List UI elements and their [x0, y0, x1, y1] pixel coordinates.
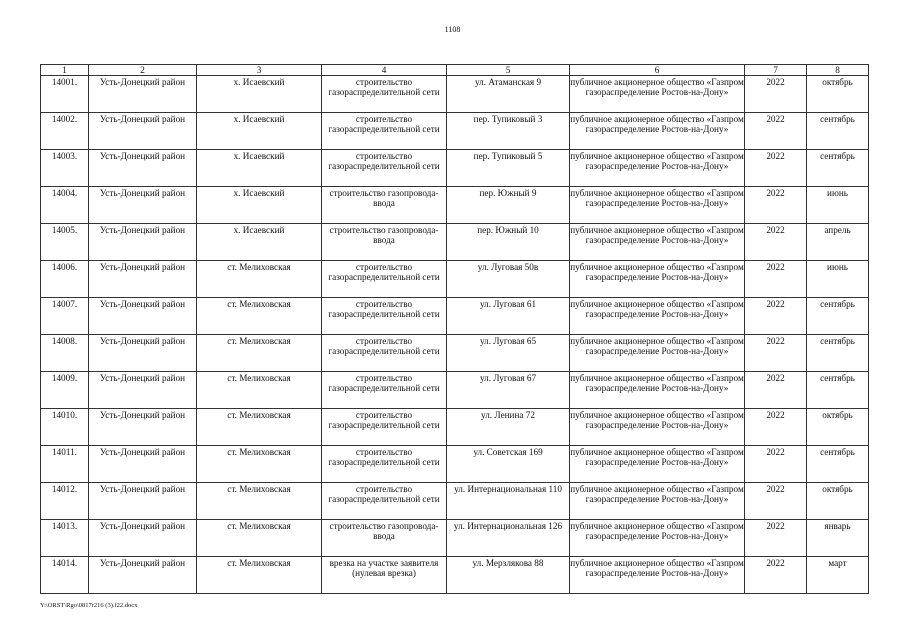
year-cell: 2022: [745, 150, 807, 187]
month-cell: сентябрь: [807, 298, 869, 335]
address-cell: пер. Южный 9: [447, 187, 570, 224]
table-row: [41, 187, 869, 224]
work-type-cell: строительство газораспределительной сети: [322, 76, 447, 113]
organization-cell: публичное акционерное общество «Газпром газораспределение Ростов-на-Дону»: [570, 261, 745, 298]
table-row: [41, 483, 869, 520]
settlement-cell: х. Исаевский: [197, 150, 322, 187]
work-type-cell: строительство газораспределительной сети: [322, 150, 447, 187]
settlement-cell: х. Исаевский: [197, 224, 322, 261]
row-number-cell: 14005.: [41, 224, 89, 261]
district-cell: Усть-Донецкий район: [89, 335, 197, 372]
year-cell: 2022: [745, 335, 807, 372]
organization-cell: публичное акционерное общество «Газпром газораспределение Ростов-на-Дону»: [570, 557, 745, 594]
year-cell: 2022: [745, 76, 807, 113]
address-cell: ул. Интернациональная 126: [447, 520, 570, 557]
organization-cell: публичное акционерное общество «Газпром газораспределение Ростов-на-Дону»: [570, 150, 745, 187]
organization-cell: публичное акционерное общество «Газпром газораспределение Ростов-на-Дону»: [570, 187, 745, 224]
column-header: 1: [41, 65, 89, 76]
work-type-cell: строительство газораспределительной сети: [322, 261, 447, 298]
settlement-cell: ст. Мелиховская: [197, 372, 322, 409]
row-number-cell: 14010.: [41, 409, 89, 446]
work-type-cell: строительство газопровода-ввода: [322, 187, 447, 224]
table-row: [41, 446, 869, 483]
month-cell: сентябрь: [807, 335, 869, 372]
settlement-cell: ст. Мелиховская: [197, 298, 322, 335]
year-cell: 2022: [745, 483, 807, 520]
column-header: 5: [447, 65, 570, 76]
table-row: [41, 261, 869, 298]
address-cell: пер. Тупиковый 5: [447, 150, 570, 187]
year-cell: 2022: [745, 187, 807, 224]
address-cell: пер. Тупиковый 3: [447, 113, 570, 150]
month-cell: январь: [807, 520, 869, 557]
work-type-cell: строительство газораспределительной сети: [322, 113, 447, 150]
organization-cell: публичное акционерное общество «Газпром газораспределение Ростов-на-Дону»: [570, 335, 745, 372]
column-header: 8: [807, 65, 869, 76]
settlement-cell: ст. Мелиховская: [197, 520, 322, 557]
year-cell: 2022: [745, 409, 807, 446]
work-type-cell: строительство газопровода-ввода: [322, 520, 447, 557]
settlement-cell: ст. Мелиховская: [197, 483, 322, 520]
work-type-cell: строительство газораспределительной сети: [322, 409, 447, 446]
table-row: [41, 150, 869, 187]
district-cell: Усть-Донецкий район: [89, 483, 197, 520]
row-number-cell: 14013.: [41, 520, 89, 557]
table-row: [41, 298, 869, 335]
address-cell: ул. Атаманская 9: [447, 76, 570, 113]
organization-cell: публичное акционерное общество «Газпром газораспределение Ростов-на-Дону»: [570, 372, 745, 409]
address-cell: ул. Мерзлякова 88: [447, 557, 570, 594]
month-cell: октябрь: [807, 483, 869, 520]
year-cell: 2022: [745, 224, 807, 261]
table-row: [41, 113, 869, 150]
settlement-cell: ст. Мелиховская: [197, 446, 322, 483]
page-number: 1108: [444, 25, 461, 34]
row-number-cell: 14012.: [41, 483, 89, 520]
row-number-cell: 14001.: [41, 76, 89, 113]
row-number-cell: 14002.: [41, 113, 89, 150]
row-number-cell: 14011.: [41, 446, 89, 483]
organization-cell: публичное акционерное общество «Газпром газораспределение Ростов-на-Дону»: [570, 76, 745, 113]
row-number-cell: 14006.: [41, 261, 89, 298]
year-cell: 2022: [745, 261, 807, 298]
column-header: 4: [322, 65, 447, 76]
table-body: [41, 76, 869, 594]
address-cell: ул. Луговая 50в: [447, 261, 570, 298]
table-row: [41, 372, 869, 409]
district-cell: Усть-Донецкий район: [89, 113, 197, 150]
organization-cell: публичное акционерное общество «Газпром газораспределение Ростов-на-Дону»: [570, 520, 745, 557]
column-number-row: [41, 65, 869, 76]
settlement-cell: ст. Мелиховская: [197, 335, 322, 372]
settlement-cell: х. Исаевский: [197, 76, 322, 113]
column-header: 3: [197, 65, 322, 76]
row-number-cell: 14008.: [41, 335, 89, 372]
work-type-cell: строительство газопровода-ввода: [322, 224, 447, 261]
column-header: 2: [89, 65, 197, 76]
table-row: [41, 409, 869, 446]
month-cell: март: [807, 557, 869, 594]
organization-cell: публичное акционерное общество «Газпром газораспределение Ростов-на-Дону»: [570, 298, 745, 335]
month-cell: сентябрь: [807, 372, 869, 409]
month-cell: сентябрь: [807, 446, 869, 483]
organization-cell: публичное акционерное общество «Газпром газораспределение Ростов-на-Дону»: [570, 483, 745, 520]
address-cell: ул. Ленина 72: [447, 409, 570, 446]
row-number-cell: 14004.: [41, 187, 89, 224]
address-cell: ул. Советская 169: [447, 446, 570, 483]
schedule-table: [40, 64, 869, 594]
row-number-cell: 14014.: [41, 557, 89, 594]
column-header: 6: [570, 65, 745, 76]
work-type-cell: строительство газораспределительной сети: [322, 335, 447, 372]
work-type-cell: строительство газораспределительной сети: [322, 298, 447, 335]
organization-cell: публичное акционерное общество «Газпром газораспределение Ростов-на-Дону»: [570, 113, 745, 150]
district-cell: Усть-Донецкий район: [89, 409, 197, 446]
organization-cell: публичное акционерное общество «Газпром газораспределение Ростов-на-Дону»: [570, 446, 745, 483]
district-cell: Усть-Донецкий район: [89, 150, 197, 187]
month-cell: октябрь: [807, 409, 869, 446]
district-cell: Усть-Донецкий район: [89, 557, 197, 594]
work-type-cell: строительство газораспределительной сети: [322, 483, 447, 520]
footer-file-path: Y:\ORST\Rgo\0817r216 (3).f22.docx: [40, 602, 138, 609]
organization-cell: публичное акционерное общество «Газпром газораспределение Ростов-на-Дону»: [570, 409, 745, 446]
settlement-cell: х. Исаевский: [197, 187, 322, 224]
district-cell: Усть-Донецкий район: [89, 187, 197, 224]
organization-cell: публичное акционерное общество «Газпром газораспределение Ростов-на-Дону»: [570, 224, 745, 261]
district-cell: Усть-Донецкий район: [89, 372, 197, 409]
district-cell: Усть-Донецкий район: [89, 446, 197, 483]
month-cell: июнь: [807, 187, 869, 224]
address-cell: ул. Луговая 61: [447, 298, 570, 335]
table-row: [41, 76, 869, 113]
work-type-cell: строительство газораспределительной сети: [322, 372, 447, 409]
address-cell: ул. Интернациональная 110: [447, 483, 570, 520]
month-cell: октябрь: [807, 76, 869, 113]
table-row: [41, 557, 869, 594]
table-row: [41, 224, 869, 261]
settlement-cell: ст. Мелиховская: [197, 557, 322, 594]
settlement-cell: ст. Мелиховская: [197, 261, 322, 298]
table-row: [41, 335, 869, 372]
month-cell: сентябрь: [807, 150, 869, 187]
district-cell: Усть-Донецкий район: [89, 261, 197, 298]
district-cell: Усть-Донецкий район: [89, 224, 197, 261]
row-number-cell: 14003.: [41, 150, 89, 187]
month-cell: апрель: [807, 224, 869, 261]
district-cell: Усть-Донецкий район: [89, 520, 197, 557]
settlement-cell: х. Исаевский: [197, 113, 322, 150]
work-type-cell: строительство газораспределительной сети: [322, 446, 447, 483]
address-cell: ул. Луговая 65: [447, 335, 570, 372]
year-cell: 2022: [745, 446, 807, 483]
district-cell: Усть-Донецкий район: [89, 298, 197, 335]
year-cell: 2022: [745, 557, 807, 594]
year-cell: 2022: [745, 298, 807, 335]
month-cell: июнь: [807, 261, 869, 298]
column-header: 7: [745, 65, 807, 76]
table-row: [41, 520, 869, 557]
year-cell: 2022: [745, 520, 807, 557]
settlement-cell: ст. Мелиховская: [197, 409, 322, 446]
year-cell: 2022: [745, 372, 807, 409]
year-cell: 2022: [745, 113, 807, 150]
row-number-cell: 14007.: [41, 298, 89, 335]
row-number-cell: 14009.: [41, 372, 89, 409]
address-cell: пер. Южный 10: [447, 224, 570, 261]
month-cell: сентябрь: [807, 113, 869, 150]
work-type-cell: врезка на участке заявителя (нулевая врезка): [322, 557, 447, 594]
address-cell: ул. Луговая 67: [447, 372, 570, 409]
district-cell: Усть-Донецкий район: [89, 76, 197, 113]
